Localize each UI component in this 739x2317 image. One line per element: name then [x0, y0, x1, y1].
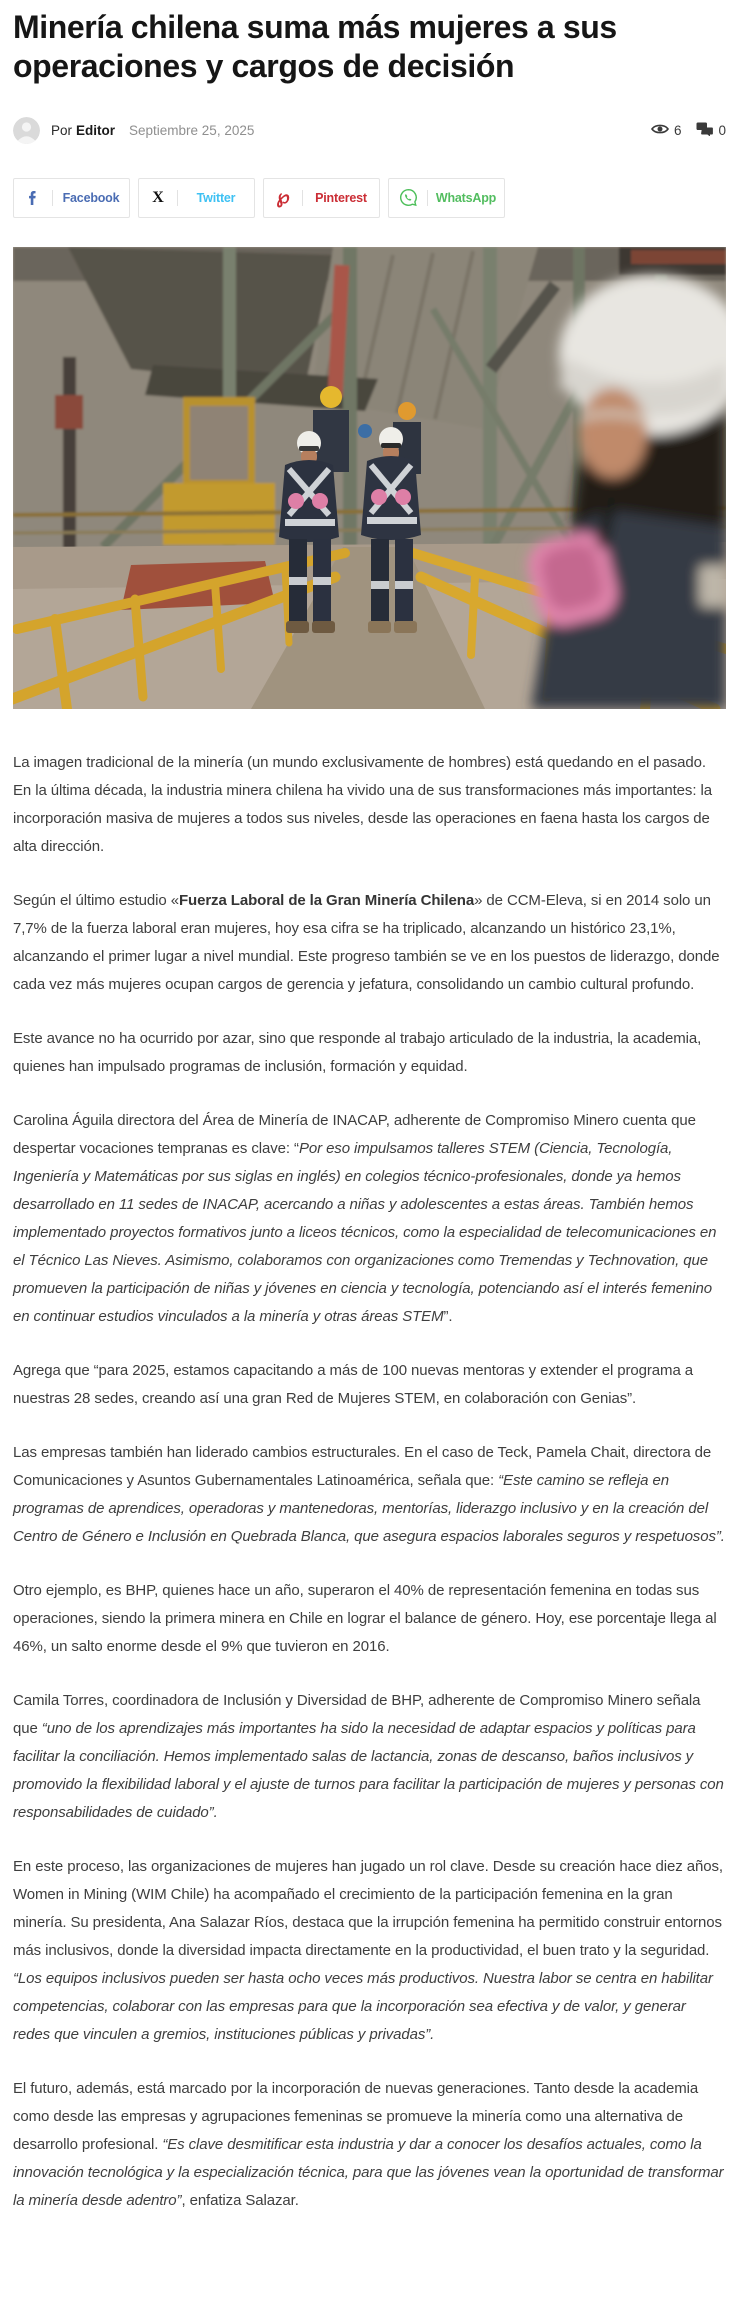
facebook-icon: [14, 189, 52, 207]
byline: [13, 117, 726, 145]
share-buttons: [13, 178, 726, 218]
publish-date: Septiembre 25, 2025: [129, 123, 255, 139]
photo-miners-walkway: [13, 247, 726, 709]
article-paragraph: Agrega que “para 2025, estamos capacitando a más de 100 nuevas mentoras y extender el programa a nuestras 28 sedes, creando así una gran Red de Mujeres STEM, en colaboración con Genias”.: [13, 1361, 693, 1407]
article-paragraph: Otro ejemplo, es BHP, quienes hace un año, superaron el 40% de representación femenina en todas sus operaciones, siendo la primera minera en Chile en lograr el balance de género. Hoy, ese porcentaje llega al 46%, un salto enorme desde el 9% que tuvieron en 2016.: [13, 1581, 717, 1655]
share-facebook-label: Facebook: [62, 190, 120, 205]
article-paragraph: Las empresas también han liderado cambios estructurales. En el caso de Teck, Pamela Chait, directora de Comunicaciones y Asuntos Gubernamentales Latinoamérica, señala que: “Este camino se refleja en programas de aprendices, operadoras y mantenedoras, mentorías, liderazgo inclusivo y en la creación del Centro de Género e Inclusión en Quebrada Blanca, que asegura espacios laborales seguros y respetuosos”.: [13, 1443, 725, 1545]
share-pinterest-label: Pinterest: [315, 190, 367, 205]
share-twitter-label: Twitter: [196, 190, 236, 205]
share-twitter-button[interactable]: [138, 178, 255, 218]
comments-stat: [696, 122, 726, 139]
pinterest-icon: ℘: [276, 187, 290, 209]
share-facebook-button[interactable]: [13, 178, 130, 218]
whatsapp-icon: [389, 188, 427, 207]
author-link[interactable]: Editor: [76, 123, 116, 139]
views-count: 6: [673, 123, 682, 139]
share-whatsapp-button[interactable]: [388, 178, 505, 218]
user-avatar-icon: [13, 117, 40, 144]
article-paragraph: La imagen tradicional de la minería (un mundo exclusivamente de hombres) está quedando en el pasado. En la última década, la industria minera chilena ha vivido una de sus transformaciones más importantes: la incorporación masiva de mujeres a todos sus niveles, desde las operaciones en faena hasta los cargos de alta dirección.: [13, 753, 712, 855]
article-paragraph: Camila Torres, coordinadora de Inclusión y Diversidad de BHP, adherente de Compromiso Minero señala que “uno de los aprendizajes más importantes ha sido la necesidad de adaptar espacios y políticas para facilitar la conciliación. Hemos implementado salas de lactancia, zonas de descanso, baños inclusivos y promovido la flexibilidad laboral y el ajuste de turnos para facilitar la participación de mujeres y personas con responsabilidades de cuidado”.: [13, 1691, 724, 1821]
article-paragraph: En este proceso, las organizaciones de mujeres han jugado un rol clave. Desde su creación hace diez años, Women in Mining (WIM Chile) ha acompañado el crecimiento de la participación femenina en la gran minería. Su presidenta, Ana Salazar Ríos, destaca que la irrupción femenina ha permitido construir entornos más inclusivos, donde la diversidad impacta directamente en la productividad, el buen trato y la seguridad. “Los equipos inclusivos pueden ser hasta ocho veces más productivos. Nuestra labor se centra en habilitar competencias, colaborar con las empresas para que la incorporación sea efectiva y de valor, y generar redes que vinculen a gremios, instituciones públicas y privadas”.: [13, 1857, 723, 2043]
comment-icon: [696, 122, 713, 139]
eye-icon: [651, 123, 669, 138]
comments-count: 0: [718, 123, 726, 139]
page-title: Minería chilena suma más mujeres a sus operaciones y cargos de decisión: [13, 9, 617, 85]
share-whatsapp-label: WhatsApp: [435, 190, 497, 205]
views-stat: [651, 123, 682, 138]
article-paragraph: El futuro, además, está marcado por la incorporación de nuevas generaciones. Tanto desde la academia como desde las empresas y agrupaciones femeninas se promueve la minería como una alternativa de desarrollo profesional. “Es clave desmitificar esta industria y dar a conocer los desafíos actuales, como la innovación tecnológica y la especialización técnica, para que las jóvenes vean la oportunidad de transformar la minería desde adentro”, enfatiza Salazar.: [13, 2079, 724, 2209]
article-paragraph: Según el último estudio «Fuerza Laboral de la Gran Minería Chilena» de CCM-Eleva, si en 2014 solo un 7,7% de la fuerza laboral eran mujeres, hoy esa cifra se ha triplicado, alcanzando un histórico 23,1%, alcanzando el primer lugar a nivel mundial. Este progreso también se ve en los puestos de liderazgo, donde cada vez más mujeres ocupan cargos de gerencia y jefatura, consolidando un cambio cultural profundo.: [13, 891, 720, 993]
hero-image: [13, 247, 726, 709]
article-paragraph: Este avance no ha ocurrido por azar, sino que responde al trabajo articulado de la industria, la academia, quienes han impulsado programas de inclusión, formación y equidad.: [13, 1029, 702, 1075]
article-paragraph: Carolina Águila directora del Área de Minería de INACAP, adherente de Compromiso Minero cuenta que despertar vocaciones tempranas es clave: “Por eso impulsamos talleres STEM (Ciencia, Tecnología, Ingeniería y Matemáticas por sus siglas en inglés) en colegios técnico-profesionales, donde ya hemos desarrollado en 11 sedes de INACAP, acercando a niñas y adolescentes a estas áreas. También hemos implementado proyectos formativos junto a liceos técnicos, como la especialidad de telecomunicaciones en el Técnico Las Nieves. Asimismo, colaboramos con organizaciones como Tremendas y Technovation, que promueven la participación de niñas y jóvenes en ciencia y tecnología, potenciando así el interés femenino en continuar estudios vinculados a la minería y otras áreas STEM”.: [13, 1111, 717, 1325]
x-twitter-icon: X: [152, 188, 164, 206]
share-pinterest-button[interactable]: [263, 178, 380, 218]
article-body: [13, 749, 726, 2271]
byline-por: Por: [51, 123, 73, 139]
